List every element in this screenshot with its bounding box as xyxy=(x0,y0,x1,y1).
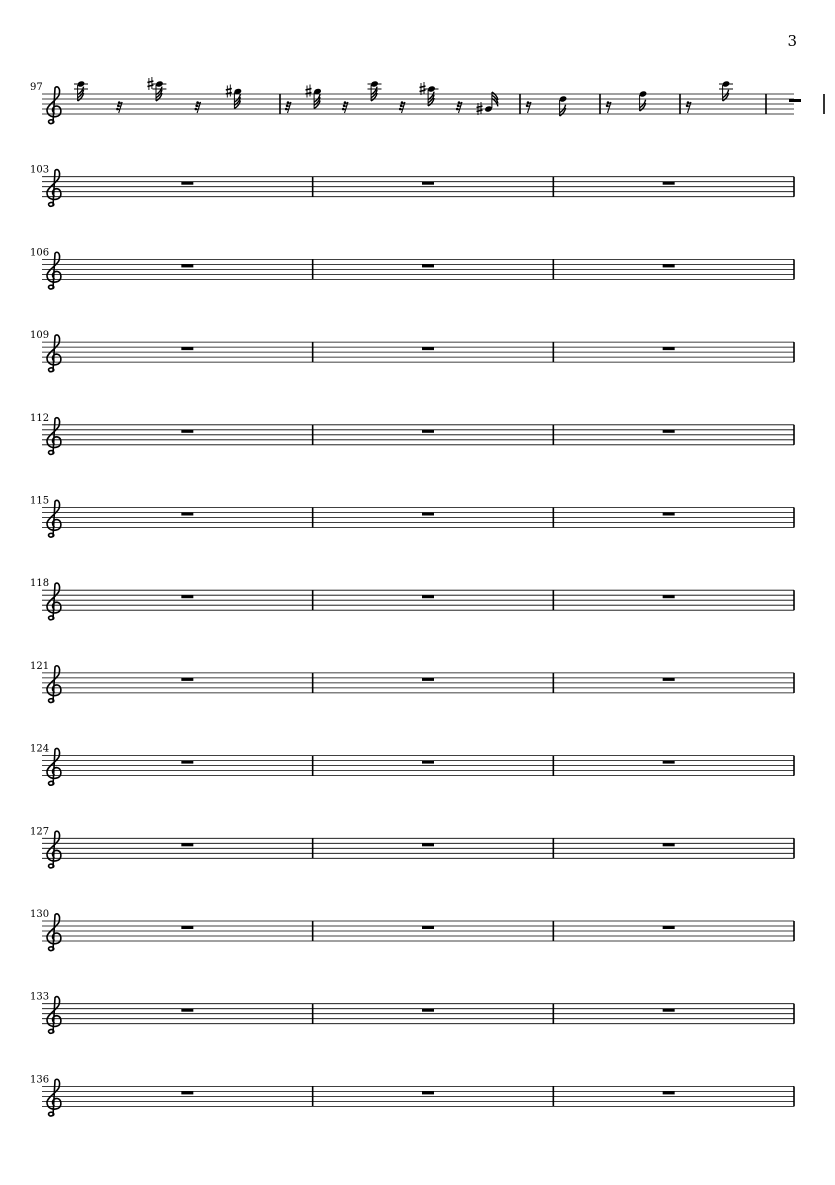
sharp-icon xyxy=(306,85,312,98)
whole-rest-icon xyxy=(181,678,193,681)
sharp-icon xyxy=(226,85,232,98)
thirty-second-rest-icon xyxy=(285,101,291,113)
bar-number: 124 xyxy=(30,743,50,755)
thirty-second-rest-icon xyxy=(342,101,348,113)
staff-lines xyxy=(42,590,794,610)
staff-lines xyxy=(42,425,794,445)
bar-number: 112 xyxy=(30,412,50,424)
staff-system xyxy=(30,578,794,620)
whole-rest-icon xyxy=(422,678,434,681)
whole-rest-icon xyxy=(181,264,193,267)
whole-rest-icon xyxy=(181,1091,193,1094)
bar-number: 106 xyxy=(30,247,50,259)
note-c6 xyxy=(368,80,382,101)
bar-number: 133 xyxy=(30,991,50,1003)
whole-rest-icon xyxy=(422,182,434,185)
staff-system xyxy=(30,909,794,951)
bar-number: 103 xyxy=(30,164,50,176)
sixteenth-rest-icon xyxy=(686,101,691,113)
thirty-second-rest-icon xyxy=(195,101,201,113)
staff-lines xyxy=(42,1086,794,1106)
whole-rest-icon xyxy=(181,182,193,185)
thirty-second-rest-icon xyxy=(116,101,122,113)
staff-lines xyxy=(42,508,794,528)
staff-lines xyxy=(42,259,794,279)
staff-lines xyxy=(42,94,794,114)
whole-rest-icon xyxy=(789,99,801,102)
whole-rest-icon xyxy=(181,595,193,598)
note-g-sharp-5 xyxy=(226,85,242,109)
note-g-sharp-5 xyxy=(306,85,322,109)
whole-rest-icon xyxy=(663,761,675,764)
whole-rest-icon xyxy=(422,926,434,929)
note-c6 xyxy=(719,80,733,101)
staff-lines xyxy=(42,177,794,197)
bar-number: 97 xyxy=(30,82,43,93)
whole-rest-icon xyxy=(422,347,434,350)
bar-number: 136 xyxy=(30,1074,50,1086)
note-d5 xyxy=(559,95,568,116)
whole-rest-icon xyxy=(663,926,675,929)
bar-number: 109 xyxy=(30,330,50,342)
whole-rest-icon xyxy=(663,347,675,350)
note-c6 xyxy=(74,80,88,101)
whole-rest-icon xyxy=(422,264,434,267)
staff-lines xyxy=(42,673,794,693)
staff-system xyxy=(30,77,824,124)
whole-rest-icon xyxy=(181,926,193,929)
whole-rest-icon xyxy=(663,595,675,598)
whole-rest-icon xyxy=(181,430,193,433)
staff-system xyxy=(30,661,794,703)
staff-system xyxy=(30,413,794,455)
whole-rest-icon xyxy=(663,513,675,516)
whole-rest-icon xyxy=(422,1009,434,1012)
whole-rest-icon xyxy=(422,595,434,598)
whole-rest-icon xyxy=(422,1091,434,1094)
bar-number: 127 xyxy=(30,826,50,838)
measure xyxy=(789,94,824,114)
whole-rest-icon xyxy=(422,843,434,846)
bar-number: 118 xyxy=(30,578,50,590)
bar-number: 121 xyxy=(30,660,50,672)
thirty-second-rest-icon xyxy=(456,101,462,113)
measure xyxy=(74,77,280,114)
measure xyxy=(526,94,600,116)
staff-lines xyxy=(42,838,794,858)
whole-rest-icon xyxy=(181,347,193,350)
note-g-sharp-4 xyxy=(477,92,498,115)
whole-rest-icon xyxy=(663,264,675,267)
treble-clef-icon xyxy=(47,87,61,124)
staff-system xyxy=(30,744,794,786)
whole-rest-icon xyxy=(663,1091,675,1094)
whole-rest-icon xyxy=(422,430,434,433)
page-number: 3 xyxy=(787,32,797,50)
whole-rest-icon xyxy=(663,1009,675,1012)
whole-rest-icon xyxy=(663,678,675,681)
staff-lines xyxy=(42,342,794,362)
staff-lines xyxy=(42,921,794,941)
whole-rest-icon xyxy=(181,843,193,846)
whole-rest-icon xyxy=(663,182,675,185)
staff-system xyxy=(30,1074,794,1116)
staff-system xyxy=(30,330,794,372)
staff-system xyxy=(30,165,794,207)
sixteenth-rest-icon xyxy=(606,101,611,113)
note-f5 xyxy=(639,90,648,111)
sixteenth-rest-icon xyxy=(526,101,531,113)
whole-rest-icon xyxy=(663,843,675,846)
thirty-second-rest-icon xyxy=(399,101,405,113)
whole-rest-icon xyxy=(663,430,675,433)
note-c-sharp-6 xyxy=(147,77,166,101)
staff-lines xyxy=(42,756,794,776)
whole-rest-icon xyxy=(181,1009,193,1012)
bar-number: 130 xyxy=(30,909,50,920)
whole-rest-icon xyxy=(181,761,193,764)
staff-system xyxy=(30,247,794,289)
staff-system xyxy=(30,826,794,868)
measure xyxy=(285,80,520,115)
staff-lines xyxy=(42,1004,794,1024)
whole-rest-icon xyxy=(422,513,434,516)
whole-rest-icon xyxy=(422,761,434,764)
bar-number: 115 xyxy=(30,495,50,507)
staff-system xyxy=(30,992,794,1034)
whole-rest-icon xyxy=(181,513,193,516)
staff-system xyxy=(30,496,794,538)
